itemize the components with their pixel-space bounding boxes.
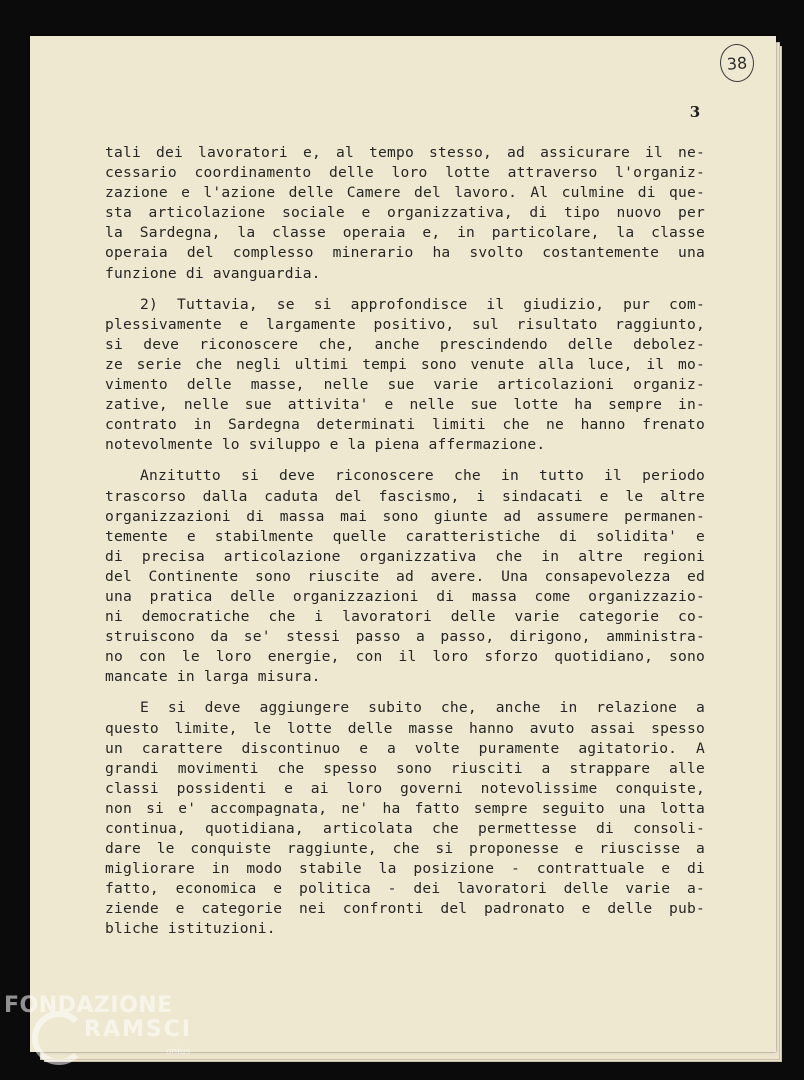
text-line: un carattere discontinuo e a volte puramente agitatorio. A: [105, 739, 705, 757]
paragraph: [105, 143, 705, 284]
text-line: plessivamente e largamente positivo, sul risultato raggiunto,: [105, 315, 705, 333]
text-line: la Sardegna, la classe operaia e, in particolare, la classe: [105, 224, 705, 242]
text-line: ni democratiche che i lavoratori delle varie categorie co-: [105, 608, 705, 626]
text-line: continua, quotidiana, articolata che permettesse di consoli-: [105, 820, 705, 837]
text-line: grandi movimenti che spesso sono riusciti a strappare alle: [105, 759, 705, 777]
fondazione-gramsci-watermark: [4, 993, 224, 1075]
text-line: si deve riconoscere che, anche prescindendo delle debolez-: [105, 335, 705, 353]
text-line: una pratica delle organizzazioni di massa come organizzazio-: [105, 587, 705, 605]
page-number: 3: [689, 103, 701, 121]
text-line: 2) Tuttavia, se si approfondisce il giudizio, pur com-: [140, 295, 705, 313]
text-line: sta articolazione sociale e organizzativa, di tipo nuovo per: [105, 204, 705, 222]
text-line: ziende e categorie nei confronti del padronato e delle pub-: [105, 900, 705, 918]
text-line: zative, nelle sue attivita' e nelle sue lotte ha sempre in-: [105, 396, 705, 414]
gramsci-g-logo-icon: [32, 1011, 86, 1065]
text-line: struiscono da se' stessi passo a passo, dirigono, amministra-: [105, 628, 705, 646]
paragraph: [105, 466, 705, 687]
text-line: contrato in Sardegna determinati limiti che ne hanno frenato: [105, 416, 705, 434]
text-line: tali dei lavoratori e, al tempo stesso, ad assicurare il ne-: [105, 144, 705, 161]
text-line: questo limite, le lotte delle masse hanno avuto assai spesso: [105, 719, 705, 737]
text-line: organizzazioni di massa mai sono giunte ad assumere permanen-: [105, 507, 705, 525]
document-body: [105, 143, 705, 940]
text-line: cessario coordinamento delle loro lotte attraverso l'organiz-: [105, 164, 705, 182]
text-line: dare le conquiste raggiunte, che si proponesse e riuscisse a: [105, 840, 705, 858]
text-line: mancate in larga misura.: [105, 668, 321, 686]
text-line: non si e' accompagnata, ne' ha fatto sempre seguito una lotta: [105, 799, 705, 817]
text-line: bliche istituzioni.: [105, 920, 276, 938]
text-line: trascorso dalla caduta del fascismo, i sindacati e le altre: [105, 487, 705, 505]
watermark-line1: FONDAZIONE: [4, 993, 173, 1018]
archive-number-text: 38: [726, 52, 748, 74]
text-line: notevolmente lo sviluppo e la piena affermazione.: [105, 436, 546, 454]
text-line: fatto, economica e politica - dei lavoratori delle varie a-: [105, 880, 705, 898]
text-line: temente e stabilmente quelle caratteristiche di solidita' e: [105, 527, 705, 545]
text-line: Anzitutto si deve riconoscere che in tutto il periodo: [140, 467, 705, 485]
text-line: operaia del complesso minerario ha svolto costantemente una: [105, 244, 705, 262]
text-line: del Continente sono riuscite ad avere. Una consapevolezza ed: [105, 567, 705, 585]
paragraph-gap: [105, 455, 705, 466]
watermark-tag: onlus: [166, 1047, 191, 1057]
text-line: vimento delle masse, nelle sue varie articolazioni organiz-: [105, 376, 705, 394]
text-line: no con le loro energie, con il loro sforzo quotidiano, sono: [105, 648, 705, 666]
text-line: zazione e l'azione delle Camere del lavoro. Al culmine di que-: [105, 184, 705, 202]
paragraph-gap: [105, 284, 705, 295]
text-line: funzione di avanguardia.: [105, 264, 321, 282]
paragraph: [105, 698, 705, 939]
text-line: migliorare in modo stabile la posizione - contrattuale e di: [105, 860, 705, 878]
watermark-line2: RAMSCI: [84, 1017, 193, 1042]
paragraph: [105, 295, 705, 456]
text-line: classi possidenti e ai loro governi notevolissime conquiste,: [105, 779, 705, 797]
paragraph-gap: [105, 687, 705, 698]
text-line: ze serie che negli ultimi tempi sono venute alla luce, il mo-: [105, 355, 705, 373]
text-line: E si deve aggiungere subito che, anche in relazione a: [140, 699, 705, 717]
text-line: di precisa articolazione organizzativa che in altre regioni: [105, 547, 705, 565]
